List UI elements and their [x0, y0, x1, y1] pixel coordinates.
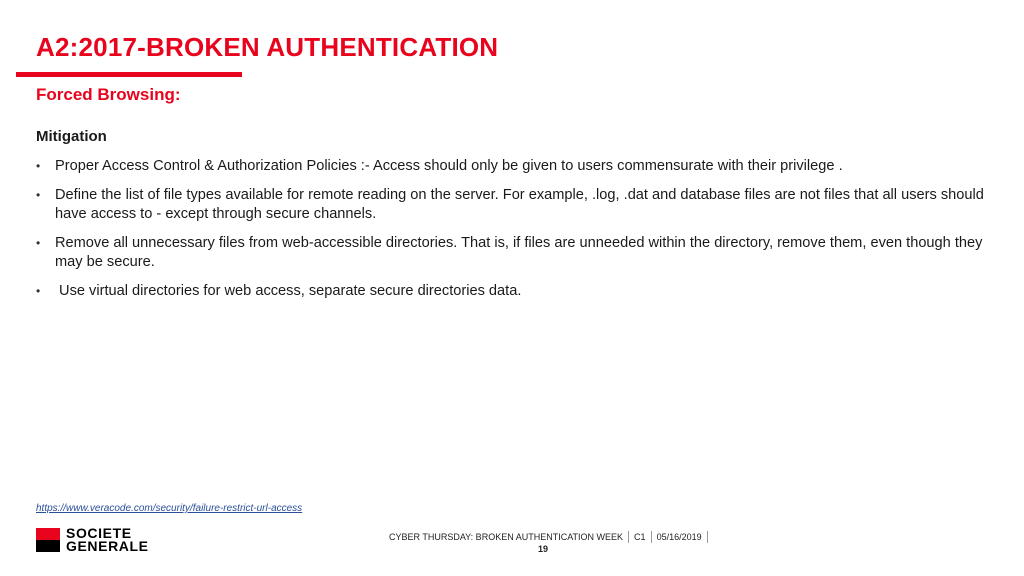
section-heading: Mitigation: [36, 128, 107, 145]
logo-text: [66, 527, 149, 553]
bullet-marker: •: [36, 159, 41, 173]
page-number: 19: [538, 544, 549, 554]
footer-date: 05/16/2019: [656, 532, 702, 542]
bullet-text: Use virtual directories for web access, separate secure directories data.: [55, 283, 522, 299]
bullet-item: [36, 186, 996, 224]
footer-event: CYBER THURSDAY: BROKEN AUTHENTICATION WEEK: [389, 532, 624, 542]
bullet-item: [36, 282, 996, 301]
footer-separator: [628, 531, 629, 543]
bullet-item: [36, 157, 996, 176]
slide-subtitle: Forced Browsing:: [36, 85, 181, 104]
bullet-marker: •: [36, 236, 41, 250]
bullet-text: Proper Access Control & Authorization Policies :- Access should only be given to users commensurate with their privilege .: [55, 158, 843, 174]
bullet-text: Remove all unnecessary files from web-accessible directories. That is, if files are unneeded within the directory, remove them, even though they may be secure.: [55, 235, 983, 270]
bullet-list: [36, 157, 996, 311]
title-underline: [16, 72, 242, 77]
logo-mark-icon: [36, 528, 60, 552]
bullet-text: Define the list of file types available for remote reading on the server. For example, .log, .dat and database files are not files that all users should have access to - except through secure channels.: [55, 187, 984, 222]
logo-line-2: GENERALE: [66, 538, 149, 554]
source-link[interactable]: https://www.veracode.com/security/failure-restrict-url-access: [36, 503, 303, 514]
company-logo: [36, 527, 149, 553]
footer: [389, 531, 713, 543]
bullet-marker: •: [36, 188, 41, 202]
slide-title: A2:2017-BROKEN AUTHENTICATION: [36, 32, 499, 62]
footer-classification: C1: [634, 532, 646, 542]
bullet-marker: •: [36, 284, 41, 298]
footer-separator: [651, 531, 652, 543]
logo-line-1: SOCIETE: [66, 525, 132, 541]
bullet-item: [36, 234, 996, 272]
footer-separator: [707, 531, 708, 543]
